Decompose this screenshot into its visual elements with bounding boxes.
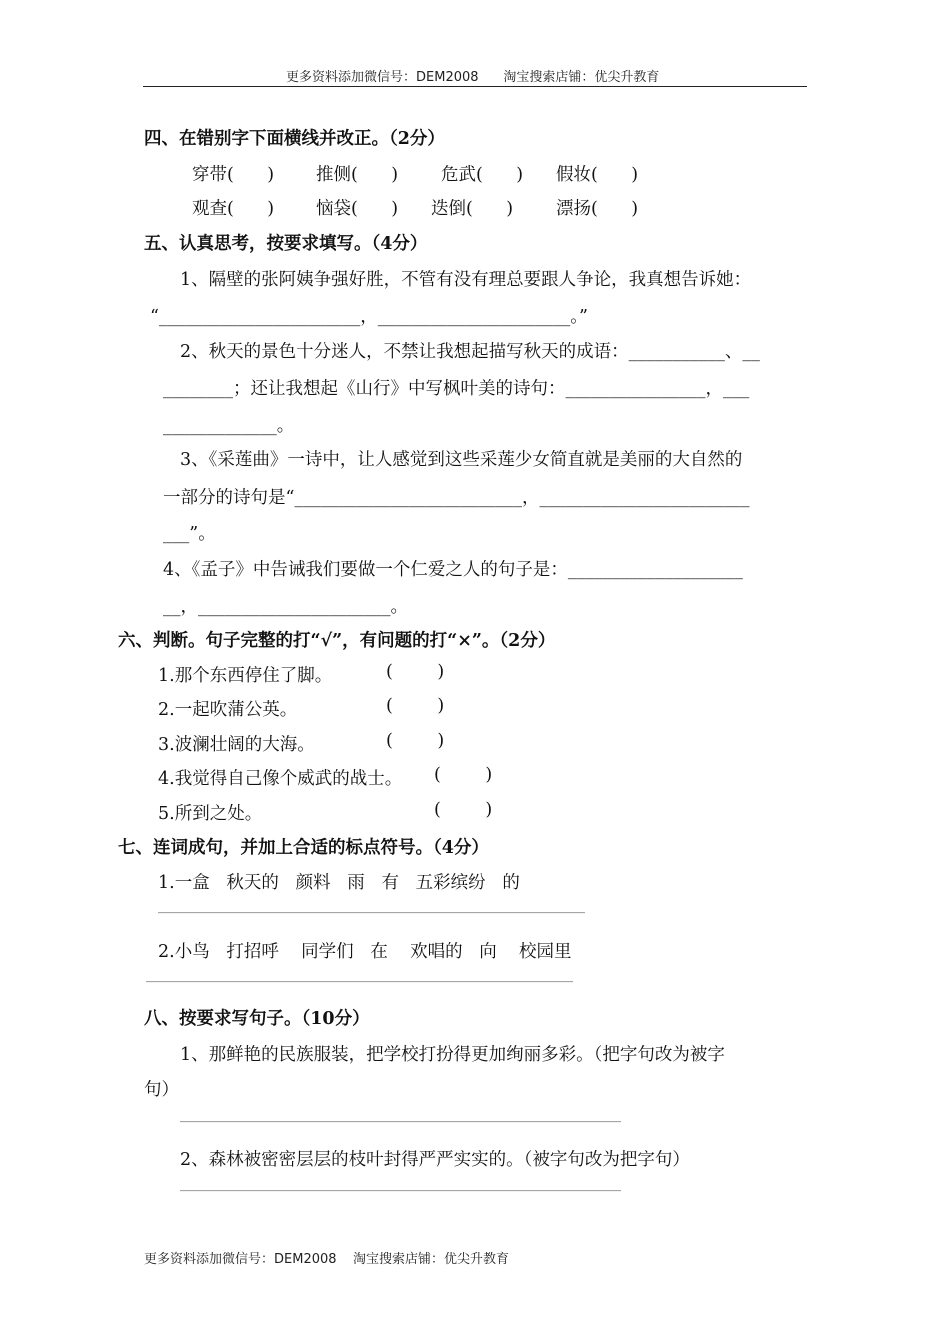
- s5-q3-line1: 3、《采莲曲》一诗中，让人感觉到这些采莲少女简直就是美丽的大自然的: [180, 450, 743, 470]
- s5-q3-line3: ___”。: [163, 524, 216, 544]
- section-5-title: 五、认真思考，按要求填写。（4分）: [144, 234, 428, 254]
- s4-row1-item: 推侧( ): [316, 165, 399, 185]
- s4-row1-item: 危武( ): [441, 165, 524, 185]
- s7-q2: 2.小鸟 打招呼 同学们 在 欢唱的 向 校园里: [158, 942, 572, 962]
- s8-q1-line1: 1、那鲜艳的民族服装，把学校打扮得更加绚丽多彩。（把字句改为被字: [180, 1045, 725, 1065]
- section-7-title: 七、连词成句，并加上合适的标点符号。（4分）: [118, 838, 489, 858]
- section-6-title: 六、判断。句子完整的打“√”，有问题的打“×”。（2分）: [118, 631, 556, 651]
- s7-answer-line: _____________________________________________________________: [158, 898, 585, 914]
- section-4-title: 四、在错别字下面横线并改正。（2分）: [144, 129, 445, 149]
- s6-answer-paren: ( ): [434, 800, 493, 820]
- s7-answer-line: _____________________________________________________________: [146, 967, 573, 983]
- s5-q3-line2: 一部分的诗句是“__________________________，________________________: [163, 488, 750, 508]
- s4-row1-item: 穿带( ): [192, 165, 275, 185]
- page-header: 更多资料添加微信号：DEM2008 淘宝搜索店铺：优尖升教育: [286, 70, 660, 85]
- s4-row1-item: 假妆( ): [556, 165, 639, 185]
- s4-row2-item: 观查( ): [192, 199, 275, 219]
- s6-answer-paren: ( ): [434, 765, 493, 785]
- section-8-title: 八、按要求写句子。（10分）: [144, 1009, 370, 1029]
- s8-answer-line: _______________________________________________________________: [180, 1176, 621, 1192]
- s6-item-3: 3.波澜壮阔的大海。: [158, 735, 315, 755]
- s6-item-2: 2.一起吹蒲公英。: [158, 700, 298, 720]
- s5-q4-line1: 4、《孟子》中告诫我们要做一个仁爱之人的句子是：____________________: [163, 560, 743, 580]
- s6-answer-paren: ( ): [386, 662, 445, 682]
- s7-q1: 1.一盒 秋天的 颜料 雨 有 五彩缤纷 的: [158, 873, 520, 893]
- s5-q1-line2: “_______________________，______________________。”: [150, 307, 588, 327]
- page-footer: 更多资料添加微信号：DEM2008 淘宝搜索店铺：优尖升教育: [144, 1252, 510, 1267]
- s6-answer-paren: ( ): [386, 731, 445, 751]
- s4-row2-item: 漂扬( ): [556, 199, 639, 219]
- s4-row2-item: 恼袋( ): [316, 199, 399, 219]
- s5-q2-line2: ________；还让我想起《山行》中写枫叶美的诗句：________________，___: [163, 379, 750, 399]
- s6-item-1: 1.那个东西停住了脚。: [158, 666, 333, 686]
- s5-q2-line1: 2、秋天的景色十分迷人，不禁让我想起描写秋天的成语：___________、__: [180, 342, 760, 362]
- s6-answer-paren: ( ): [386, 696, 445, 716]
- s5-q4-line2: __，______________________。: [163, 597, 408, 617]
- s8-q1-line2: 句）: [144, 1080, 179, 1100]
- s6-item-5: 5.所到之处。: [158, 804, 263, 824]
- s6-item-4: 4.我觉得自己像个威武的战士。: [158, 769, 403, 789]
- s5-q2-line3: _____________。: [163, 416, 295, 436]
- s8-q2: 2、森林被密密层层的枝叶封得严严实实的。（被字句改为把字句）: [180, 1150, 690, 1170]
- s5-q1-line1: 1、隔壁的张阿姨争强好胜，不管有没有理总要跟人争论，我真想告诉她：: [180, 270, 752, 290]
- s8-answer-line: _______________________________________________________________: [180, 1107, 621, 1123]
- s4-row2-item: 迭倒( ): [431, 199, 514, 219]
- header-rule: [143, 86, 807, 87]
